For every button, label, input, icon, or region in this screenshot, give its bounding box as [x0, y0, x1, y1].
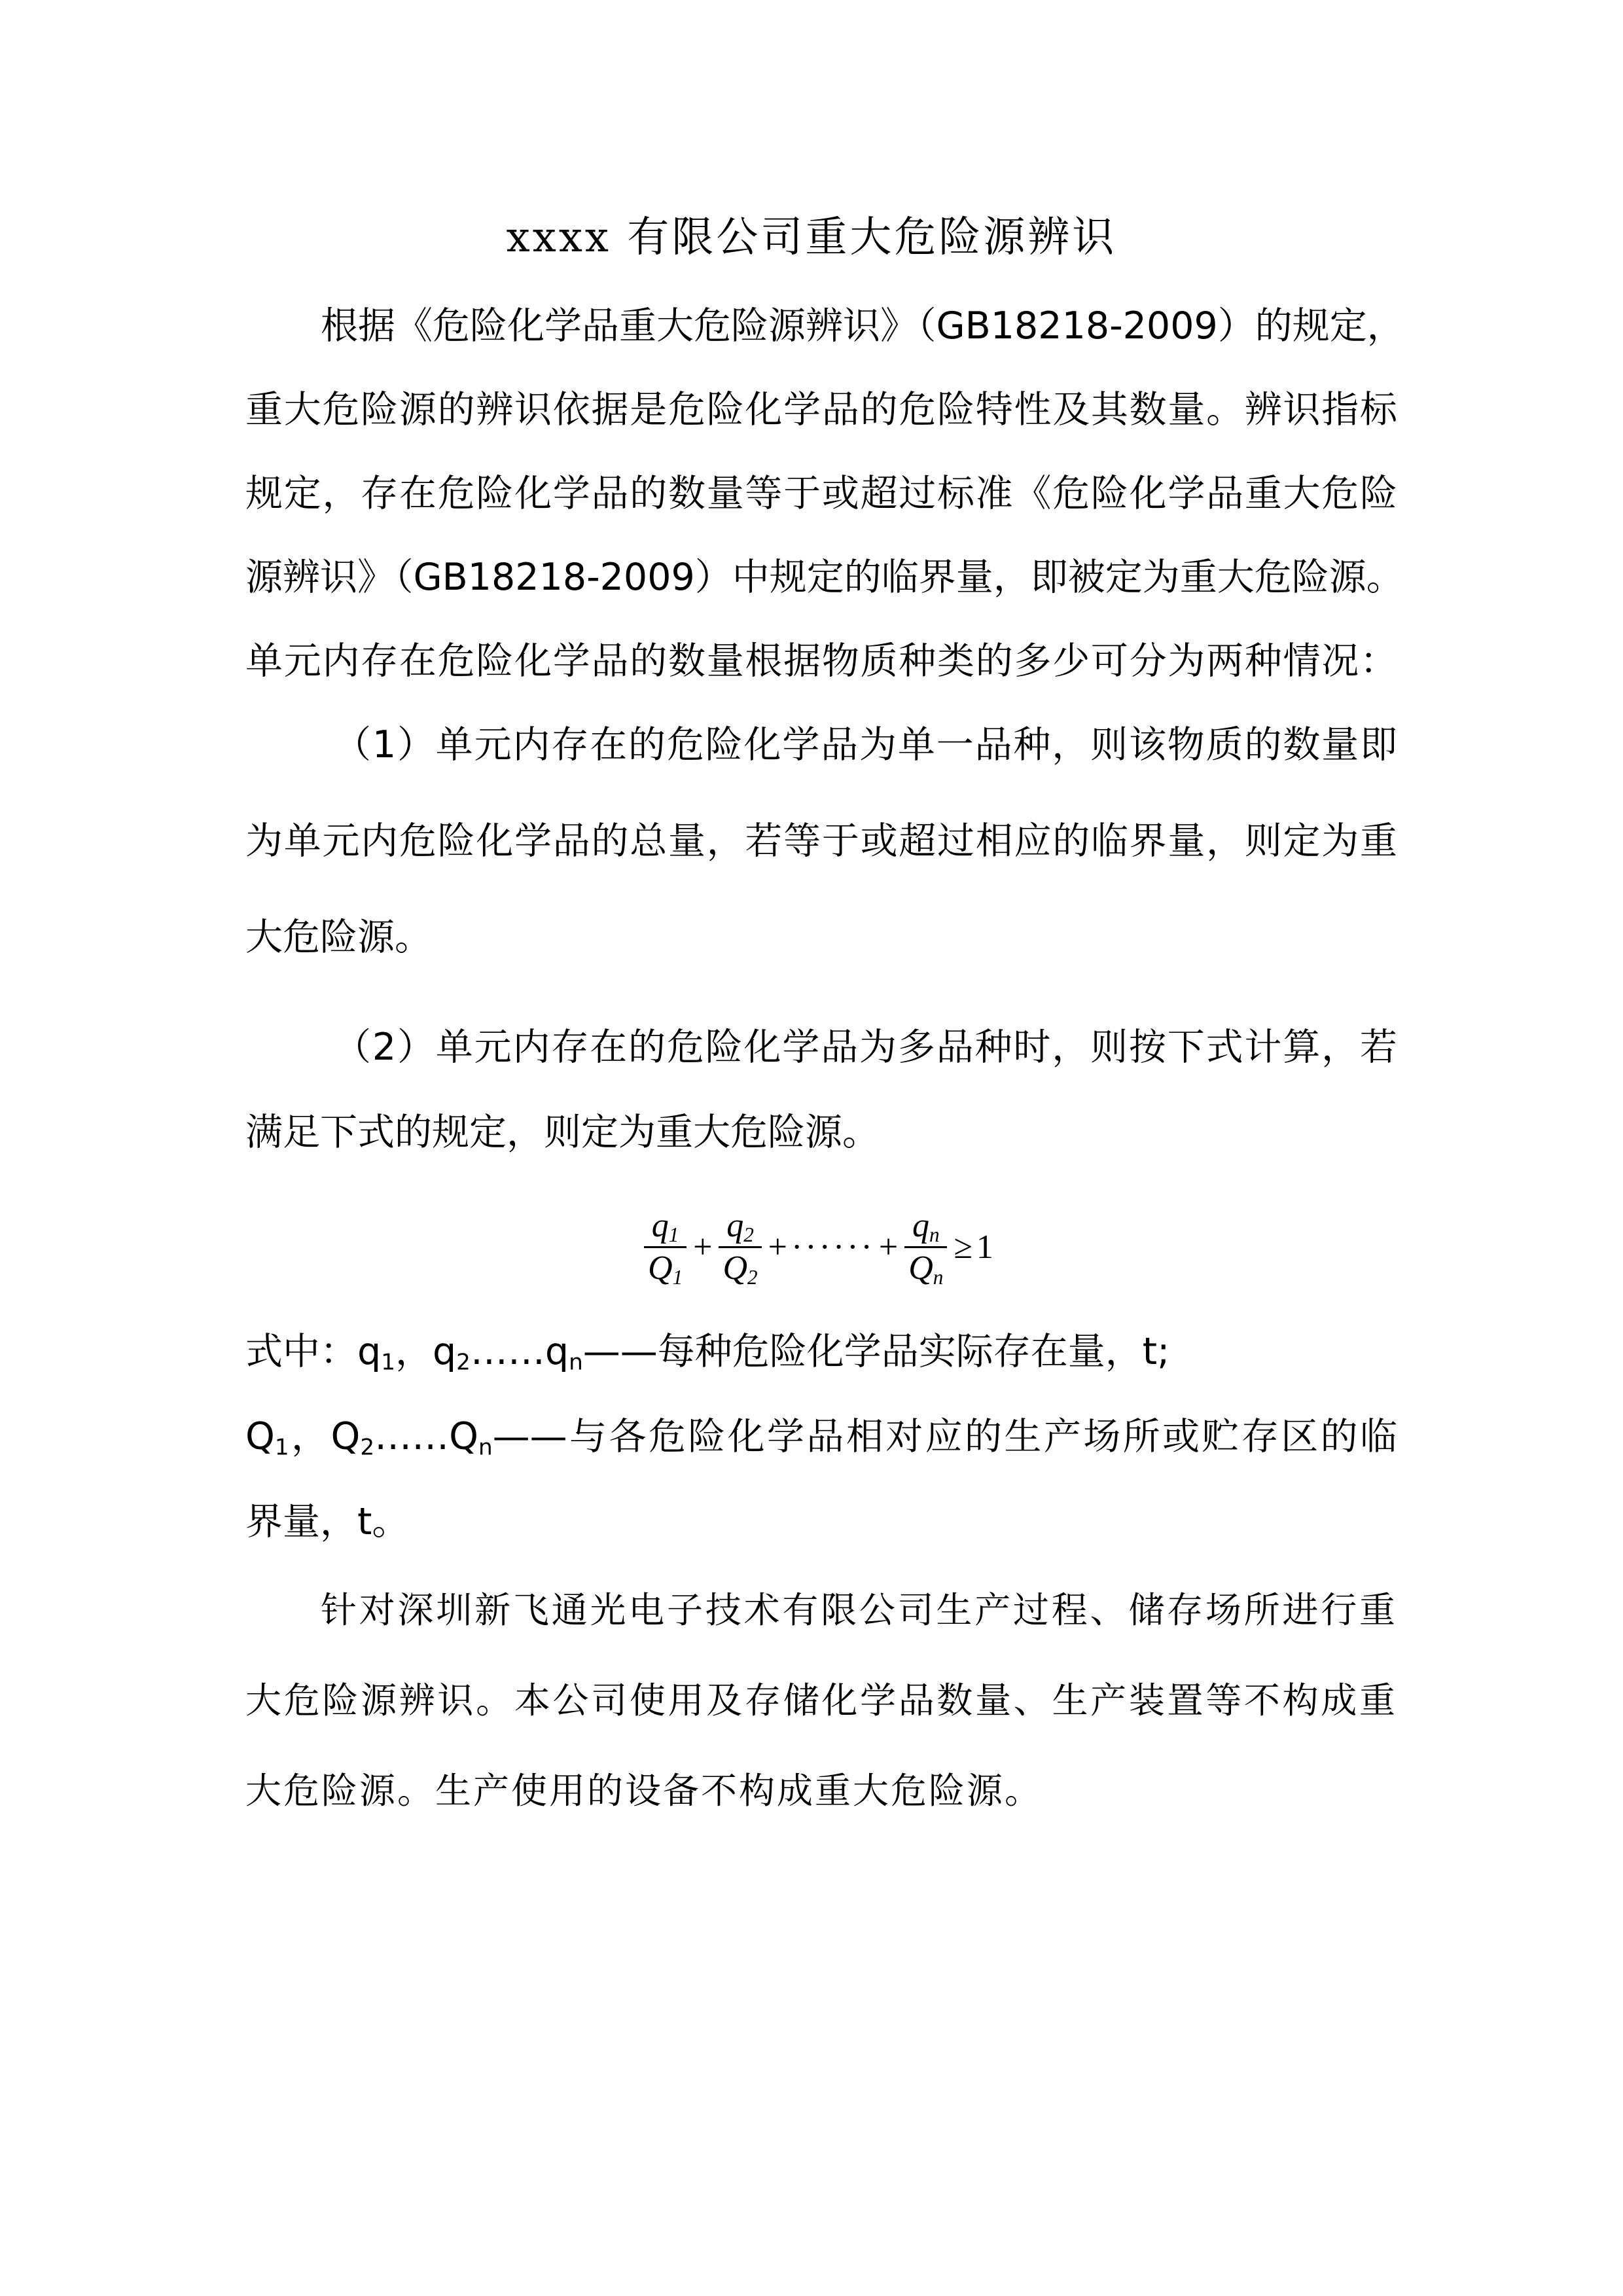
document-title: xxxx 有限公司重大危险源辨识: [506, 213, 1117, 262]
denominator: Q: [908, 1249, 933, 1287]
legend-line-continuation: 界量，t。: [245, 1500, 410, 1543]
symbol-q: q: [544, 1330, 569, 1373]
numerator: q: [912, 1206, 929, 1244]
subscript: n: [569, 1349, 583, 1376]
subscript: n: [478, 1434, 493, 1461]
relation-sign: ≥: [954, 1228, 972, 1266]
fraction-term-1: [644, 1206, 687, 1289]
paragraph-line: 针对深圳新飞通光电子技术有限公司生产过程、储存场所进行重: [321, 1589, 1397, 1631]
paragraph-line: 大危险源。: [245, 916, 432, 959]
paragraph-line: 根据《危险化学品重大危险源辨识》（GB18218-2009）的规定，: [321, 304, 1404, 348]
formula: [641, 1198, 993, 1296]
paragraph-line: （2）单元内存在的危险化学品为多品种时，则按下式计算，若: [334, 1026, 1397, 1069]
numerator: q: [726, 1206, 744, 1244]
symbol-Q: Q: [245, 1415, 275, 1458]
subscript: 1: [381, 1349, 395, 1376]
legend-description: ——与各危险化学品相对应的生产场所或贮存区的临: [492, 1415, 1398, 1458]
ellipsis: ······: [791, 1228, 875, 1266]
plus-sign: +: [693, 1228, 713, 1266]
denominator-subscript: n: [933, 1265, 944, 1289]
separator: ，: [395, 1330, 433, 1373]
symbol-q: q: [357, 1330, 382, 1373]
paragraph-line: 大危险源。生产使用的设备不构成重大危险源。: [245, 1770, 1043, 1812]
paragraph-line: 规定，存在危险化学品的数量等于或超过标准《危险化学品重大危险: [245, 472, 1397, 515]
numerator-subscript: n: [929, 1223, 940, 1246]
subscript: 1: [274, 1434, 289, 1461]
paragraph-line: 大危险源辨识。本公司使用及存储化学品数量、生产装置等不构成重: [245, 1679, 1397, 1721]
paragraph-line: 单元内存在危险化学品的数量根据物质种类的多少可分为两种情况：: [245, 639, 1397, 683]
fraction-term-2: [719, 1206, 761, 1289]
symbol-Q: Q: [330, 1415, 361, 1458]
subscript: 2: [456, 1349, 471, 1376]
legend-line-q: [245, 1325, 1397, 1378]
numerator: q: [651, 1206, 669, 1244]
paragraph-line: 源辨识》（GB18218-2009）中规定的临界量，即被定为重大危险源。: [245, 556, 1404, 599]
legend-prefix: 式中：: [245, 1330, 357, 1373]
paragraph-line: 重大危险源的辨识依据是危险化学品的危险特性及其数量。辨识指标: [245, 388, 1397, 431]
legend-description: ——每种危险化学品实际存在量，t;: [582, 1330, 1170, 1373]
denominator: Q: [648, 1249, 673, 1287]
ellipsis: ……: [374, 1415, 450, 1458]
formula-rhs: 1: [976, 1228, 993, 1266]
denominator: Q: [722, 1249, 748, 1287]
paragraph-line: 为单元内危险化学品的总量，若等于或超过相应的临界量，则定为重: [245, 819, 1397, 863]
paragraph-line: 满足下式的规定，则定为重大危险源。: [245, 1111, 880, 1154]
separator: ，: [289, 1415, 331, 1458]
numerator-subscript: 1: [668, 1223, 679, 1246]
legend-line-Q: [245, 1410, 1397, 1463]
numerator-subscript: 2: [743, 1223, 754, 1246]
ellipsis: ……: [470, 1330, 545, 1373]
denominator-subscript: 1: [672, 1265, 683, 1289]
plus-sign: +: [768, 1228, 787, 1266]
denominator-subscript: 2: [747, 1265, 758, 1289]
symbol-Q: Q: [449, 1415, 478, 1458]
paragraph-line: （1）单元内存在的危险化学品为单一品种，则该物质的数量即: [334, 723, 1397, 766]
symbol-q: q: [432, 1330, 457, 1373]
plus-sign: +: [878, 1228, 899, 1266]
subscript: 2: [360, 1434, 375, 1461]
fraction-term-n: [904, 1206, 947, 1289]
